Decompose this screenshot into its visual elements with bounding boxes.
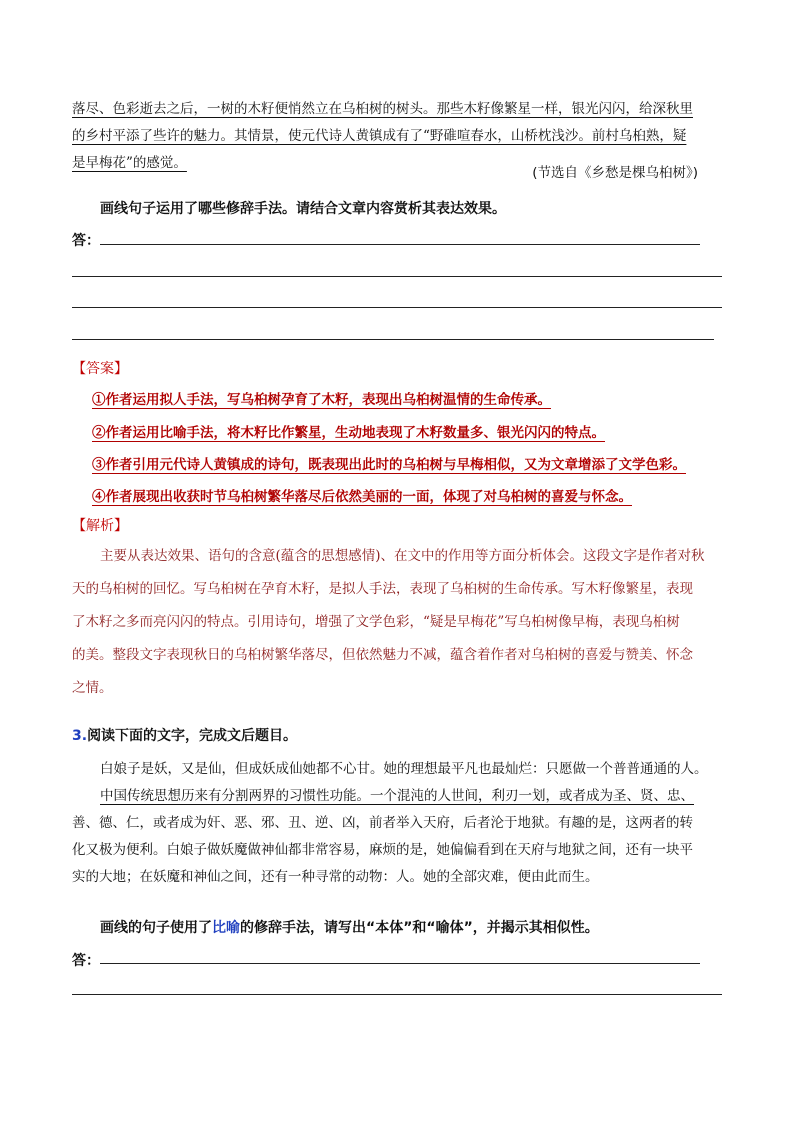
passage-3-line: 中国传统思想历来有分割两界的习惯性功能。一个混沌的人世间，利刃一划，或者成为圣、贤、忠、 (100, 788, 694, 804)
passage-3-line: 善、德、仁，或者成为奸、恶、邪、丑、逆、凶，前者举入天府，后者沦于地狱。有趣的是，这两者的转 (72, 815, 693, 831)
prompt-text: 的修辞手法，请写出“本体”和“喻体”，并揭示其相似性。 (240, 920, 599, 936)
prompt-text: 画线的句子使用了 (100, 920, 212, 936)
passage-1-source: (节选自《乡愁是棵乌桕树》) (532, 165, 698, 181)
answer-section-label: 【答案】 (72, 361, 128, 377)
answer-label: 答： (72, 953, 100, 969)
answer-line[interactable] (100, 244, 700, 245)
passage-3-line: 实的大地；在妖魔和神仙之间，还有一种寻常的动物：人。她的全部灾难，便由此而生。 (72, 869, 599, 885)
answer-item: ④作者展现出收获时节乌桕树繁华落尽后依然美丽的一面，体现了对乌桕树的喜爱与怀念。 (92, 489, 632, 505)
analysis-line: 主要从表达效果、语句的含意(蕴含的思想感情)、在文中的作用等方面分析体会。这段文字是作者对秋 (100, 548, 705, 564)
question-1: 画线句子运用了哪些修辞手法。请结合文章内容赏析其表达效果。 (100, 201, 506, 217)
question-3-title: 阅读下面的文字，完成文后题目。 (87, 728, 298, 744)
answer-item: ①作者运用拟人手法，写乌桕树孕育了木籽，表现出乌桕树温情的生命传承。 (92, 392, 551, 408)
analysis-line: 了木籽之多而亮闪闪的特点。引用诗句，增强了文学色彩，“疑是早梅花”写乌桕树像早梅，表现乌桕树 (72, 614, 680, 630)
answer-line[interactable] (100, 963, 700, 964)
answer-item: ③作者引用元代诗人黄镇成的诗句，既表现出此时的乌桕树与早梅相似，又为文章增添了文学色彩。 (92, 457, 686, 473)
answer-line[interactable] (72, 994, 722, 995)
answer-line[interactable] (72, 339, 714, 340)
answer-line[interactable] (72, 276, 722, 277)
question-3-number: 3. (72, 728, 88, 744)
analysis-line: 的美。整段文字表现秋日的乌桕树繁华落尽，但依然魅力不减，蕴含着作者对乌桕树的喜爱与赞美、怀念 (72, 647, 693, 663)
answer-item: ②作者运用比喻手法，将木籽比作繁星，生动地表现了木籽数量多、银光闪闪的特点。 (92, 425, 605, 441)
analysis-text (72, 540, 724, 705)
analysis-line: 之情。 (72, 680, 113, 696)
passage-3-line: 白娘子是妖，又是仙，但成妖成仙她都不心甘。她的理想最平凡也最灿烂：只愿做一个普普通通的人。 (100, 761, 708, 777)
answer-label: 答： (72, 233, 100, 249)
question-3-heading (72, 725, 297, 745)
prompt-highlight: 比喻 (212, 920, 240, 936)
passage-1-line: 的乡村平添了些许的魅力。其情景，使元代诗人黄镇成有了“野碓喧春水，山桥枕浅沙。前村乌桕熟，疑 (72, 128, 687, 144)
question-3-prompt (100, 917, 599, 937)
analysis-section-label: 【解析】 (72, 518, 128, 534)
analysis-line: 天的乌桕树的回忆。写乌桕树在孕育木籽，是拟人手法，表现了乌桕树的生命传承。写木籽像繁星，表现 (72, 581, 693, 597)
passage-1-line: 是早梅花”的感觉。 (72, 155, 187, 171)
passage-3-line: 化又极为便利。白娘子做妖魔做神仙都非常容易，麻烦的是，她偏偏看到在天府与地狱之间，还有一块平 (72, 842, 693, 858)
answer-line[interactable] (72, 307, 722, 308)
passage-3 (72, 756, 724, 891)
passage-1-line: 落尽、色彩逝去之后，一树的木籽便悄然立在乌桕树的树头。那些木籽像繁星一样，银光闪闪，给深秋里 (72, 101, 693, 117)
